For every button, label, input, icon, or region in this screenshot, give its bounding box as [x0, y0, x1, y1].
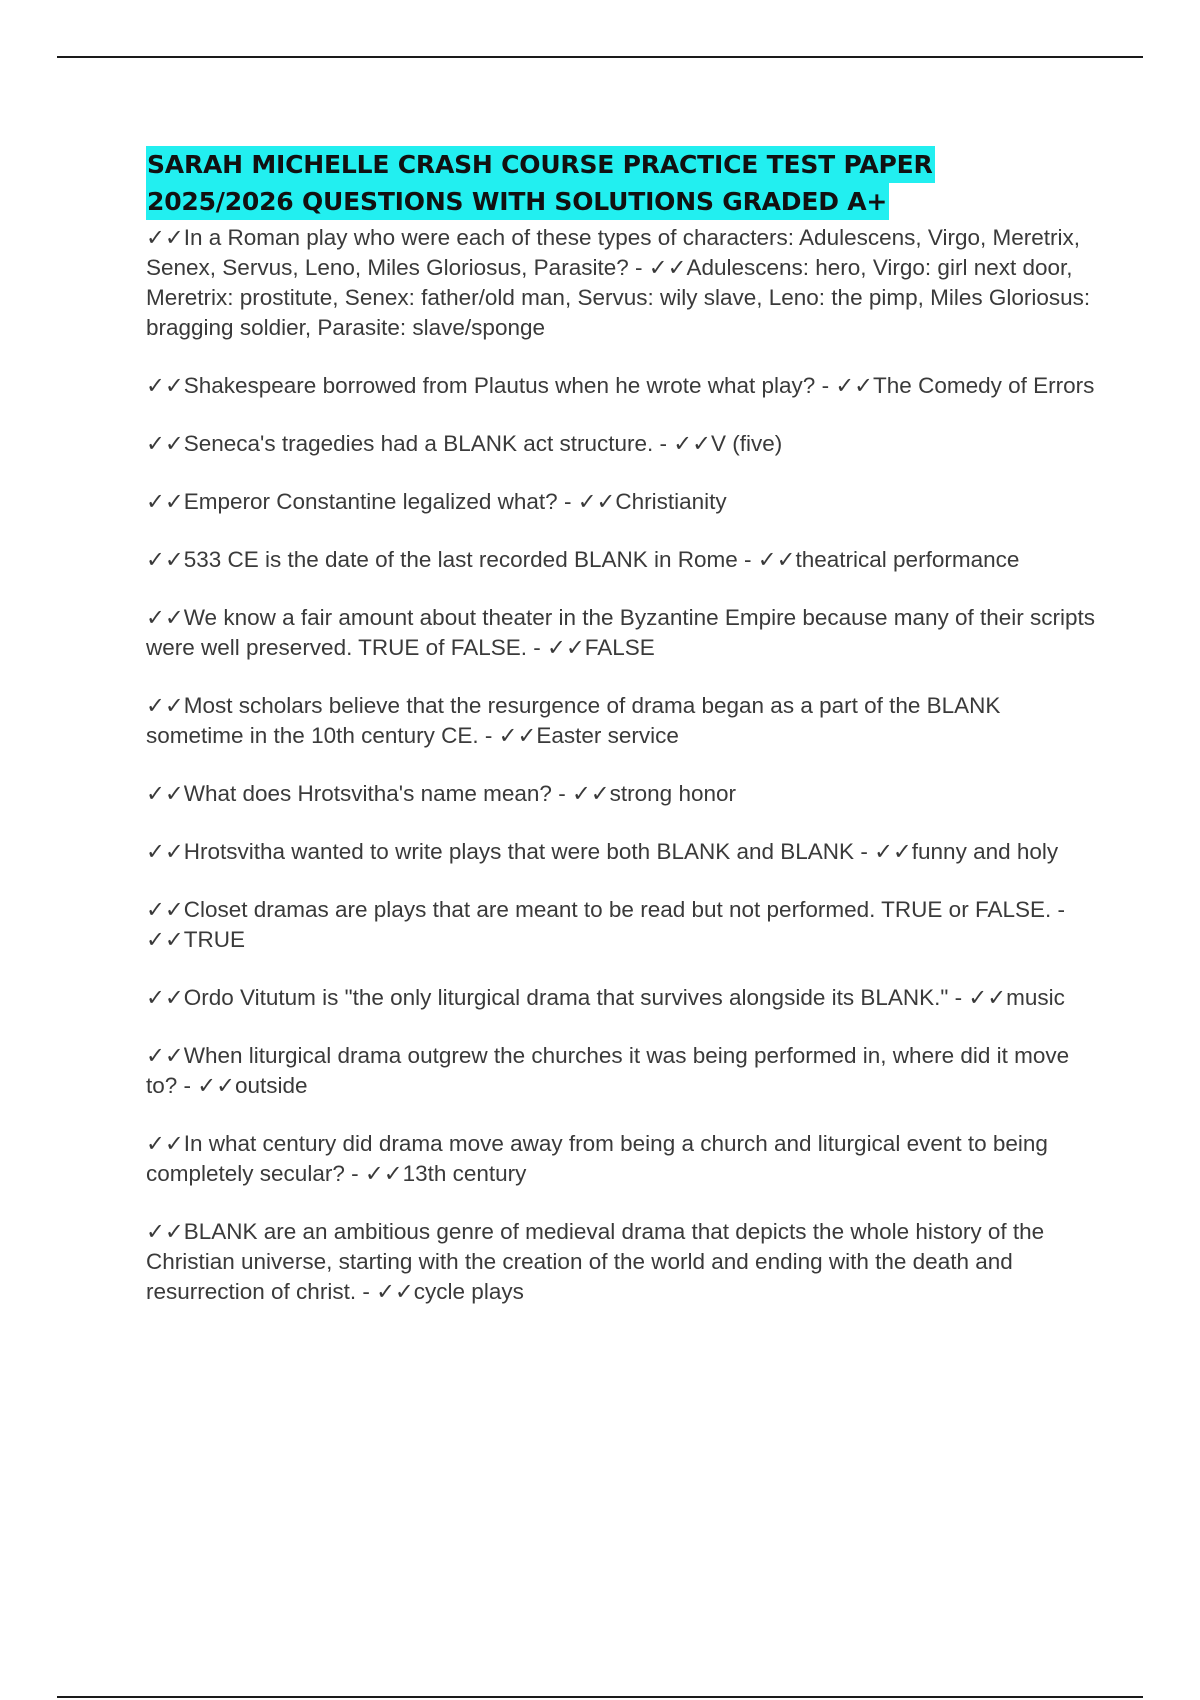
top-divider [57, 56, 1143, 58]
check-icon: ✓✓ [648, 255, 687, 280]
check-icon: ✓✓ [146, 897, 184, 922]
answer-text: outside [235, 1073, 308, 1098]
answer-text: Christianity [615, 489, 727, 514]
qa-item: ✓✓Hrotsvitha wanted to write plays that were both BLANK and BLANK - ✓✓funny and holy [146, 839, 1059, 864]
question-text: Hrotsvitha wanted to write plays that were both BLANK and BLANK [183, 839, 855, 864]
check-icon: ✓✓ [835, 373, 874, 398]
check-icon: ✓✓ [146, 1043, 184, 1068]
check-icon: ✓✓ [146, 605, 184, 630]
check-icon: ✓✓ [146, 1219, 184, 1244]
question-text: In a Roman play who were each of these types of characters: Adulescens, Virgo, Meretrix, Senex, Servus, Leno, Miles Gloriosus, Parasite? [146, 225, 1087, 280]
question-text: What does Hrotsvitha's name mean? [183, 781, 552, 806]
bottom-divider [57, 1696, 1143, 1698]
check-icon: ✓✓ [146, 1131, 184, 1156]
check-icon: ✓✓ [757, 547, 796, 572]
qa-item: ✓✓We know a fair amount about theater in the Byzantine Empire because many of their scripts were well preserved. TRUE of FALSE. - ✓✓FALSE [146, 605, 1102, 660]
qa-item: ✓✓In what century did drama move away from being a church and liturgical event to being completely secular? - ✓✓13th century [146, 1131, 1055, 1186]
answer-text: music [1006, 985, 1065, 1010]
check-icon: ✓✓ [146, 781, 184, 806]
answer-text: strong honor [609, 781, 736, 806]
answer-text: 13th century [402, 1161, 527, 1186]
check-icon: ✓✓ [874, 839, 912, 864]
check-icon: ✓✓ [673, 431, 711, 456]
question-text: 533 CE is the date of the last recorded BLANK in Rome [183, 547, 738, 572]
check-icon: ✓✓ [146, 225, 184, 250]
question-text: Shakespeare borrowed from Plautus when he wrote what play? [183, 373, 816, 398]
question-text: BLANK are an ambitious genre of medieval drama that depicts the whole history of the Christian universe, starting with the creation of the world and ending with the death and resurrection of christ. [146, 1219, 1051, 1304]
check-icon: ✓✓ [146, 693, 184, 718]
check-icon: ✓✓ [146, 431, 184, 456]
qa-item: ✓✓Most scholars believe that the resurgence of drama began as a part of the BLANK sometime in the 10th century CE. - ✓✓Easter service [146, 693, 1007, 748]
check-icon: ✓✓ [197, 1073, 235, 1098]
qa-item: ✓✓Emperor Constantine legalized what? - ✓✓Christianity [146, 489, 727, 514]
qa-item: ✓✓BLANK are an ambitious genre of medieval drama that depicts the whole history of the Christian universe, starting with the creation of the world and ending with the death and resurrection of christ. - ✓✓cycle plays [146, 1219, 1051, 1304]
qa-item: ✓✓What does Hrotsvitha's name mean? - ✓✓strong honor [146, 781, 736, 806]
qa-item: ✓✓In a Roman play who were each of these types of characters: Adulescens, Virgo, Meretrix, Senex, Servus, Leno, Miles Gloriosus, Parasite? - ✓✓Adulescens: hero, Virgo: girl next door, Meretrix: prostitute, Senex: father/old man, Servus: wily slave, Leno: the pimp, Miles Gloriosus: bragging soldier, Parasite: slave/sponge [146, 225, 1097, 340]
qa-item: ✓✓Seneca's tragedies had a BLANK act structure. - ✓✓V (five) [146, 431, 783, 456]
answer-text: theatrical performance [795, 547, 1020, 572]
check-icon: ✓✓ [498, 723, 537, 748]
qa-item: ✓✓533 CE is the date of the last recorded BLANK in Rome - ✓✓theatrical performance [146, 547, 1020, 572]
check-icon: ✓✓ [577, 489, 616, 514]
check-icon: ✓✓ [546, 635, 585, 660]
qa-item: ✓✓Closet dramas are plays that are meant to be read but not performed. TRUE or FALSE. - ✓✓TRUE [146, 897, 1065, 952]
qa-item: ✓✓When liturgical drama outgrew the churches it was being performed in, where did it move to? - ✓✓outside [146, 1043, 1076, 1098]
check-icon: ✓✓ [364, 1161, 403, 1186]
check-icon: ✓✓ [146, 547, 184, 572]
qa-item: ✓✓Shakespeare borrowed from Plautus when he wrote what play? - ✓✓The Comedy of Errors [146, 373, 1095, 398]
check-icon: ✓✓ [146, 373, 184, 398]
question-text: Emperor Constantine legalized what? [183, 489, 558, 514]
check-icon: ✓✓ [376, 1279, 414, 1304]
question-text: We know a fair amount about theater in the Byzantine Empire because many of their scripts were well preserved. TRUE of FALSE. [146, 605, 1102, 660]
check-icon: ✓✓ [968, 985, 1007, 1010]
check-icon: ✓✓ [146, 489, 184, 514]
answer-text: V (five) [711, 431, 783, 456]
answer-text: The Comedy of Errors [873, 373, 1095, 398]
question-text: Most scholars believe that the resurgence of drama began as a part of the BLANK sometime in the 10th century CE. [146, 693, 1007, 748]
check-icon: ✓✓ [146, 839, 184, 864]
question-text: Ordo Vitutum is "the only liturgical drama that survives alongside its BLANK." [183, 985, 949, 1010]
title-line-1: SARAH MICHELLE CRASH COURSE PRACTICE TEST PAPER [146, 146, 935, 183]
title-line-2: 2025/2026 QUESTIONS WITH SOLUTIONS GRADED A+ [146, 183, 889, 220]
check-icon: ✓✓ [146, 927, 184, 952]
question-text: Closet dramas are plays that are meant to be read but not performed. TRUE or FALSE. [183, 897, 1052, 922]
answer-text: funny and holy [911, 839, 1059, 864]
answer-text: Adulescens: hero, Virgo: girl next door, Meretrix: prostitute, Senex: father/old man, Servus: wily slave, Leno: the pimp, Miles Gloriosus: bragging soldier, Parasite: slave/sponge [146, 255, 1097, 340]
answer-text: cycle plays [413, 1279, 524, 1304]
question-text: Seneca's tragedies had a BLANK act structure. [183, 431, 654, 456]
qa-item: ✓✓Ordo Vitutum is "the only liturgical drama that survives alongside its BLANK." - ✓✓music [146, 985, 1065, 1010]
answer-text: TRUE [183, 927, 245, 952]
question-text: When liturgical drama outgrew the churches it was being performed in, where did it move to? [146, 1043, 1076, 1098]
answer-text: Easter service [536, 723, 679, 748]
document-title [146, 146, 1106, 220]
qa-list [146, 223, 1102, 1335]
question-text: In what century did drama move away from being a church and liturgical event to being completely secular? [146, 1131, 1055, 1186]
check-icon: ✓✓ [146, 985, 184, 1010]
answer-text: FALSE [584, 635, 655, 660]
check-icon: ✓✓ [571, 781, 610, 806]
